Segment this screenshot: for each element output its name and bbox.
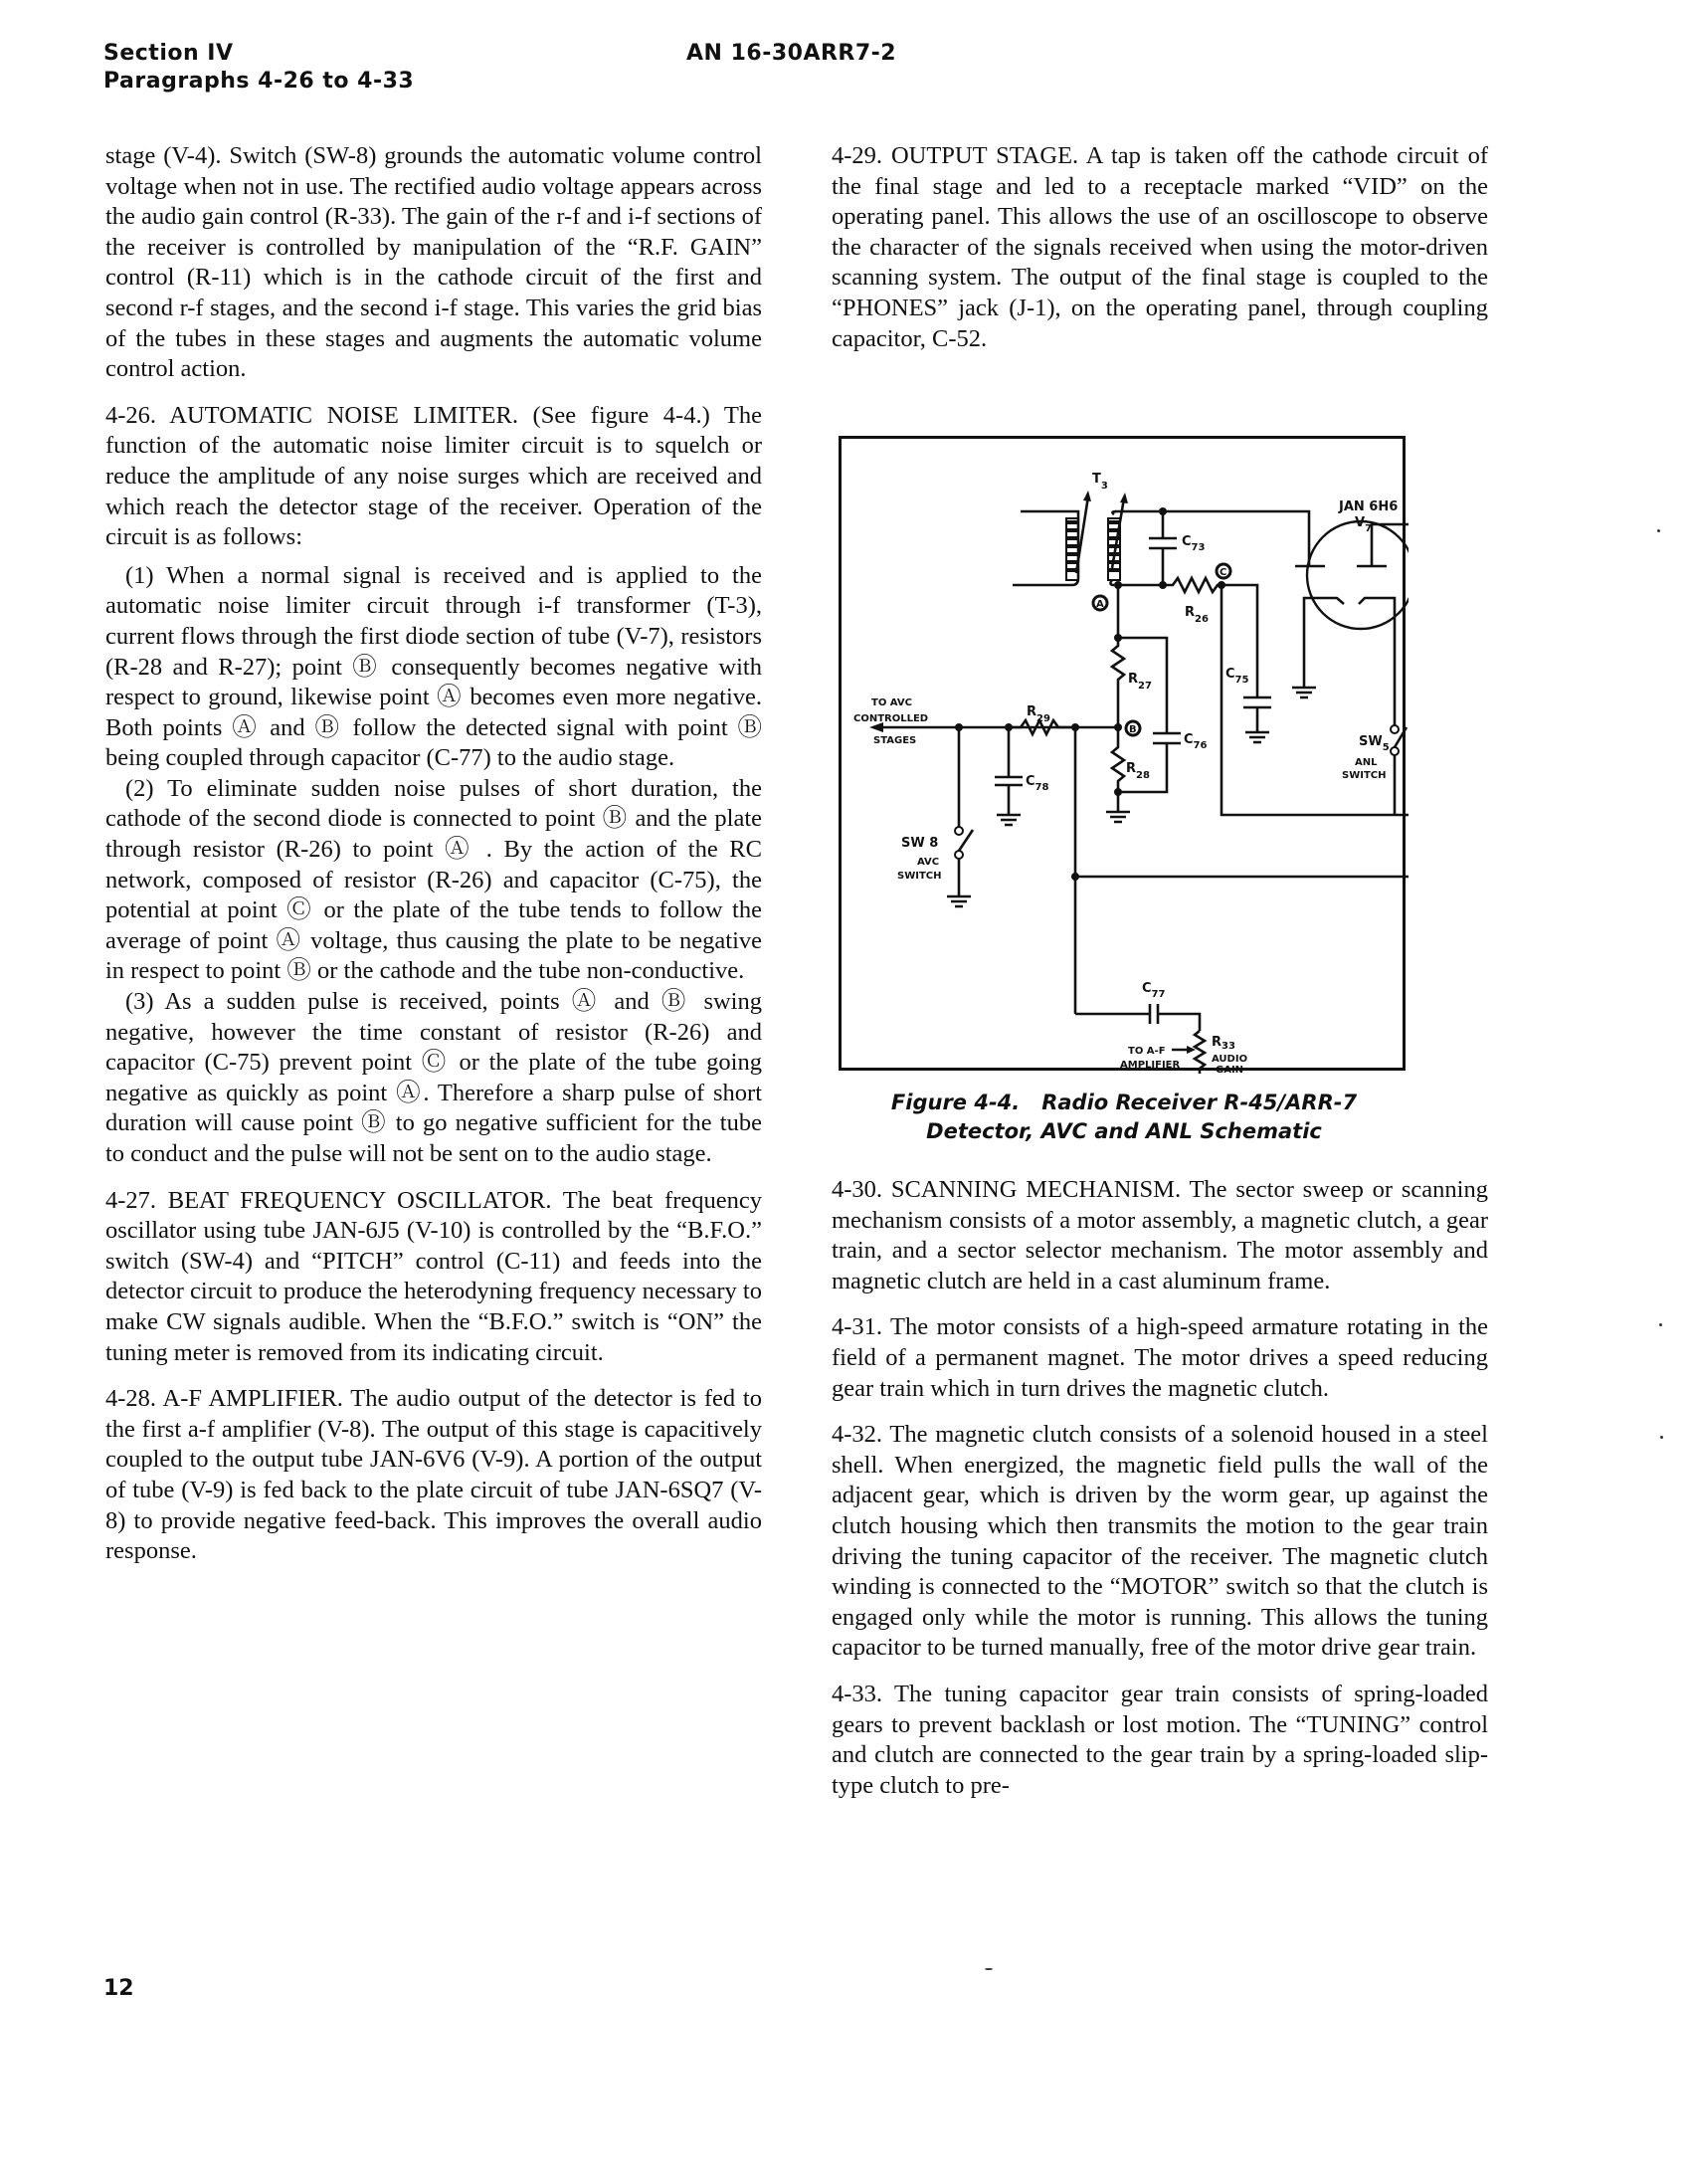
avc-label: AVC [917,857,940,868]
point-a-label: A [1096,599,1104,610]
r26-label: $R_{26}$ [1185,605,1209,625]
figure-caption [836,1089,1412,1146]
paragraph-4-26-1: (1) When a normal signal is received and is applied to the automatic noise limiter circuit through i-f transformer (T-3), current flows through the first diode section of tube (V-7), resistors (R-28 and R-27); point Ⓑ consequently becomes negative with respect to ground, likewise point Ⓐ becomes even more negative. Both points Ⓐ and Ⓑ follow the detected signal with point Ⓑ being coupled through capacitor (C-77) to the audio stage. [105,561,762,772]
r27-label: $R_{27}$ [1128,672,1152,692]
to-af-label-2: AMPLIFIER [1120,1060,1181,1071]
c77-label: $C_{77}$ [1142,981,1166,1000]
schematic-figure [839,436,1406,1074]
gain-label: GAIN [1216,1065,1244,1074]
c78-label: $C_{78}$ [1026,774,1049,793]
paragraph-4-26-3: (3) As a sudden pulse is received, points Ⓐ and Ⓑ swing negative, however the time constant of resistor (R-26) and capacitor (C-75) prevent point Ⓒ or the plate of the tube going negative as quickly as point Ⓐ. Therefore a sharp pulse of short duration will cause point Ⓑ to go negative sufficient for the tube to conduct and the pulse will not be sent on to the audio stage. [105,988,762,1167]
scan-speck [985,1968,993,1970]
ground-r28 [1106,792,1130,822]
v7-plate-1 [1295,548,1325,566]
capacitor-c73 [1149,511,1177,585]
capacitor-c75 [1243,697,1271,732]
ground-sw8 [947,859,971,906]
document-number: AN 16-30ARR7-2 [686,41,897,66]
tube-v7 [1307,521,1409,629]
paragraph-4-27: 4-27. BEAT FREQUENCY OSCILLATOR. The beat frequency oscillator using tube JAN-6J5 (V-10) is controlled by the “B.F.O.” switch (SW-4) and “PITCH” control (C-11) and feeds into the detector circuit to produce the heterodyning frequency necessary to make CW signals audible. When the “B.F.O.” switch is “ON” the tuning meter is removed from its indicating circuit. [105,1186,762,1366]
resistor-r33 [1195,1031,1205,1074]
v7-cathode-2 [1359,598,1395,725]
scan-speck [1659,1323,1662,1326]
right-column-bottom [832,1175,1488,1817]
c75-label: $C_{75}$ [1225,667,1249,686]
section-label: Section IV [103,41,234,66]
resistor-r27 [1112,638,1124,727]
tube-type-label: JAN 6H6 [1339,499,1399,514]
to-avc-label-1: TO AVC [871,697,912,708]
paragraph-4-30: 4-30. SCANNING MECHANISM. The sector sweep or scanning mechanism consists of a motor assembly, a magnetic clutch, a gear train, and a sector selector mechanism. The motor assembly and magnetic clutch are held in a cast aluminum frame. [832,1176,1488,1294]
paragraph-4-29: 4-29. OUTPUT STAGE. A tap is taken off the cathode circuit of the final stage and led to a receptacle marked “VID” on the operating panel. This allows the use of an oscilloscope to observe the character of the signals received when using the motor-driven scanning system. The output of the final stage is coupled to the “PHONES” jack (J-1), on the operating panel, through coupling capacitor, C-52. [832,142,1488,352]
paragraph-4-26: 4-26. AUTOMATIC NOISE LIMITER. (See figure 4-4.) The function of the automatic noise limiter circuit is to squelch or reduce the amplitude of any noise surges which are received and which reach the detector stage of the receiver. Operation of the circuit is as follows: [105,401,762,551]
wire-top [1115,511,1309,548]
paragraph-4-31: 4-31. The motor consists of a high-speed armature rotating in the field of a permanent magnet. The motor drives a speed reducing gear train which in turn drives the magnetic clutch. [832,1313,1488,1402]
v7-label: $V_7$ [1355,515,1373,534]
r29-label: $R_{29}$ [1027,704,1050,724]
r28-label: $R_{28}$ [1126,761,1150,781]
paragraph-4-26-2: (2) To eliminate sudden noise pulses of short duration, the cathode of the second diode is connected to point Ⓑ and the plate through resistor (R-26) to point Ⓐ . By the action of the RC network, composed of resistor (R-26) and capacitor (C-75), the potential at point Ⓒ or the plate of the tube tends to follow the average of point Ⓐ voltage, thus causing the plate to be negative in respect to point Ⓑ or the cathode and the tube non-conductive. [105,774,762,985]
capacitor-c78 [995,727,1023,825]
point-b-label: B [1129,724,1137,735]
resistor-r26 [1163,578,1221,592]
anl-label: ANL [1355,757,1378,768]
right-column-top [832,141,1488,370]
capacitor-c77 [1075,1004,1200,1031]
anl-switch-label: SWITCH [1342,770,1387,781]
t3-label: $T_3$ [1092,472,1108,492]
audio-label: AUDIO [1212,1054,1248,1065]
figure-caption-subtitle: Detector, AVC and ANL Schematic [926,1119,1322,1143]
sw5-label: $SW_5$ [1359,734,1390,753]
r33-label: $R_{33}$ [1212,1035,1235,1052]
paragraphs-range: Paragraphs 4-26 to 4-33 [103,69,415,94]
paragraph-4-33: 4-33. The tuning capacitor gear train consists of spring-loaded gears to prevent backlash or lost motion. The “TUNING” control and clutch are connected to the gear train by a spring-loaded slip-type clutch to pre- [832,1680,1488,1799]
transformer-t3 [1013,491,1128,585]
avc-switch-label: SWITCH [897,871,942,882]
left-column [105,141,762,1583]
to-af-label-1: TO A-F [1128,1046,1166,1057]
c73-label: $C_{73}$ [1182,534,1206,553]
c76-label: $C_{76}$ [1184,732,1208,751]
point-c-label: C [1220,567,1227,578]
sw8-label: SW 8 [901,836,939,851]
paragraph-continued: stage (V-4). Switch (SW-8) grounds the automatic volume control voltage when not in use. The rectified audio voltage appears across the audio gain control (R-33). The gain of the r-f and i-f sections of the receiver is controlled by manipulation of the “R.F. GAIN” control (R-11) which is in the cathode circuit of the first and second r-f stages, and the second i-f stage. This varies the grid bias of the tubes in these stages and augments the automatic volume control action. [105,142,762,383]
scan-speck [1660,1436,1663,1439]
v7-cathode-ground [1292,616,1316,697]
to-avc-label-3: STAGES [873,735,917,746]
to-avc-label-2: CONTROLLED [853,713,929,724]
page-number: 12 [103,1976,134,2001]
paragraph-4-28: 4-28. A-F AMPLIFIER. The audio output of the detector is fed to the first a-f amplifier (V-8). The output of this stage is capacitively coupled to the output tube JAN-6V6 (V-9). A portion of the output of tube (V-9) is fed back to the plate circuit of tube JAN-6SQ7 (V-8) to provide negative feed-back. This improves the overall audio response. [105,1385,762,1565]
schematic-diagram [842,439,1409,1074]
resistor-r28 [1112,727,1124,792]
paragraph-4-32: 4-32. The magnetic clutch consists of a solenoid housed in a steel shell. When energized, the magnetic field pulls the wall of the adjacent gear, which is driven by the worm gear, up against the clutch housing which then transmits the motion to the gear train driving the tuning capacitor of the receiver. The magnetic clutch winding is connected to the “MOTOR” switch so that the clutch is engaged only while the motor is running. This allows the tuning capacitor to be turned manually, free of the motor drive gear train. [832,1421,1488,1662]
scan-speck [1657,529,1660,532]
figure-caption-title: Figure 4-4. Radio Receiver R-45/ARR-7 [890,1091,1358,1114]
ground-c75 [1245,732,1269,742]
